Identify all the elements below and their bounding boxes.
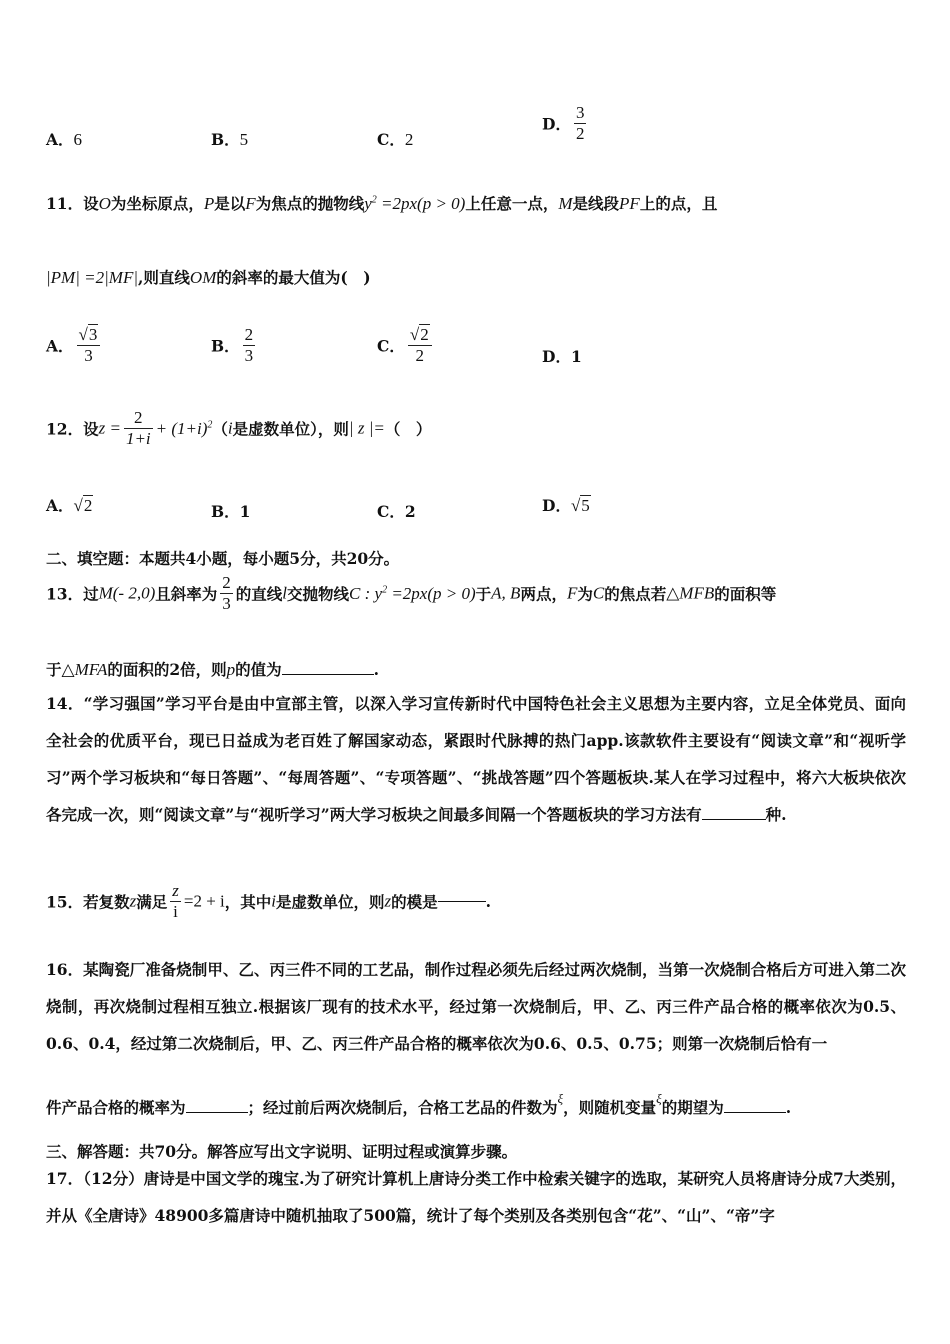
q16-paragraph: 16．某陶瓷厂准备烧制甲、乙、丙三件不同的工艺品，制作过程必须先后经过两次烧制，当第一次烧制合格后方可进入第二次烧制，再次烧制过程相互独立.根据该厂现有的技术水平，经过第一次烧制后，甲、乙、丙三件产品合格的概率依次为0.5、0.6、0.4，经过第二次烧制后，甲、乙、丙三件产品合格的概率依次为0.6、0.5、0.75；则第一次烧制后恰有一 — [46, 960, 906, 1053]
q10-option-b: B．5 — [211, 130, 249, 149]
q10-option-d: D． $\frac{3}{2}$ — [542, 103, 585, 143]
q11-option-c: C． $\frac{√2}{2}$ — [377, 325, 435, 366]
q12-option-c: C．2 — [377, 502, 416, 521]
q12-option-b: B．1 — [211, 502, 251, 521]
section-3-heading: 三、解答题：共70分。解答应写出文字说明、证明过程或演算步骤。 — [46, 1142, 518, 1161]
q14-paragraph: 14．“学习强国”学习平台是由中宣部主管，以深入学习宣传新时代中国特色社会主义思想为主要内容，立足全体党员、面向全社会的优质平台，现已日益成为老百姓了解国家动态，紧跟时代脉搏的热门app.该款软件主要设有“阅读文章”和“视听学习”两个学习板块和“每日答题”、“每周答题”、“专项答题”、“挑战答题”四个答题板块.某人在学习过程中，将六大板块依次各完成一次，则“阅读文章”与“视听学习”两大学习板块之间最多间隔一个答题板块的学习方法有 种. — [46, 694, 906, 824]
q10-option-c: C．2 — [377, 130, 414, 149]
q16-last-line: 件产品合格的概率为 ；经过前后两次烧制后，合格工艺品的件数为$^\xi$，则随机变量$^\xi$的期望为 . — [46, 1091, 792, 1117]
answer-blank[interactable] — [724, 1112, 786, 1113]
section-2-heading: 二、填空题：本题共4小题，每小题5分，共20分。 — [46, 549, 400, 568]
q10-option-a: A．6 — [46, 130, 83, 149]
answer-blank[interactable] — [186, 1112, 248, 1113]
q11-option-a: A． $\frac{√3}{3}$ — [46, 325, 103, 366]
fraction: $\frac{3}{2}$ — [575, 103, 585, 143]
q11-option-b: B． $\frac{2}{3}$ — [211, 325, 254, 365]
q11-line1: 11．设O为坐标原点，P是以F为焦点的抛物线$y^2 =2px(p > 0)$上任意一点，M是线段PF上的点，且 — [46, 194, 718, 213]
q12-line: 12．设z = $\frac{2}{1+i}$ + $(1+i)^2(i$是虚数单位），则| z |=（ ） — [46, 408, 432, 448]
q12-option-a: A．√2 — [46, 496, 93, 515]
q13-line1: 13．过M(- 2,0)且斜率为 $\frac{2}{3}$ 的直线l交抛物线C : $y^2 =2px(p > 0)$于A, B两点，F为C的焦点若△MFB的面积等 — [46, 573, 777, 613]
q15-line: 15．若复数z满足 $\frac{z}{i}$ =2 + i，其中i是虚数单位，则z的模是 . — [46, 881, 492, 921]
q11-line2: |PM| =2|MF|,则直线OM的斜率的最大值为( ) — [46, 268, 371, 287]
q13-line2: 于△MFA的面积的2倍，则p的值为 . — [46, 660, 380, 679]
answer-blank[interactable] — [438, 901, 486, 902]
q12-option-d: D．√5 — [542, 496, 590, 515]
q17-paragraph: 17．（12分）唐诗是中国文学的瑰宝.为了研究计算机上唐诗分类工作中检索关键字的选取，某研究人员将唐诗分成7大类别，并从《全唐诗》48900多篇唐诗中随机抽取了500篇，统计了每个类别及各类别包含“花”、“山”、“帝”字 — [46, 1169, 906, 1225]
answer-blank[interactable] — [282, 674, 374, 675]
q11-option-d: D．1 — [542, 347, 582, 366]
answer-blank[interactable] — [702, 819, 766, 820]
